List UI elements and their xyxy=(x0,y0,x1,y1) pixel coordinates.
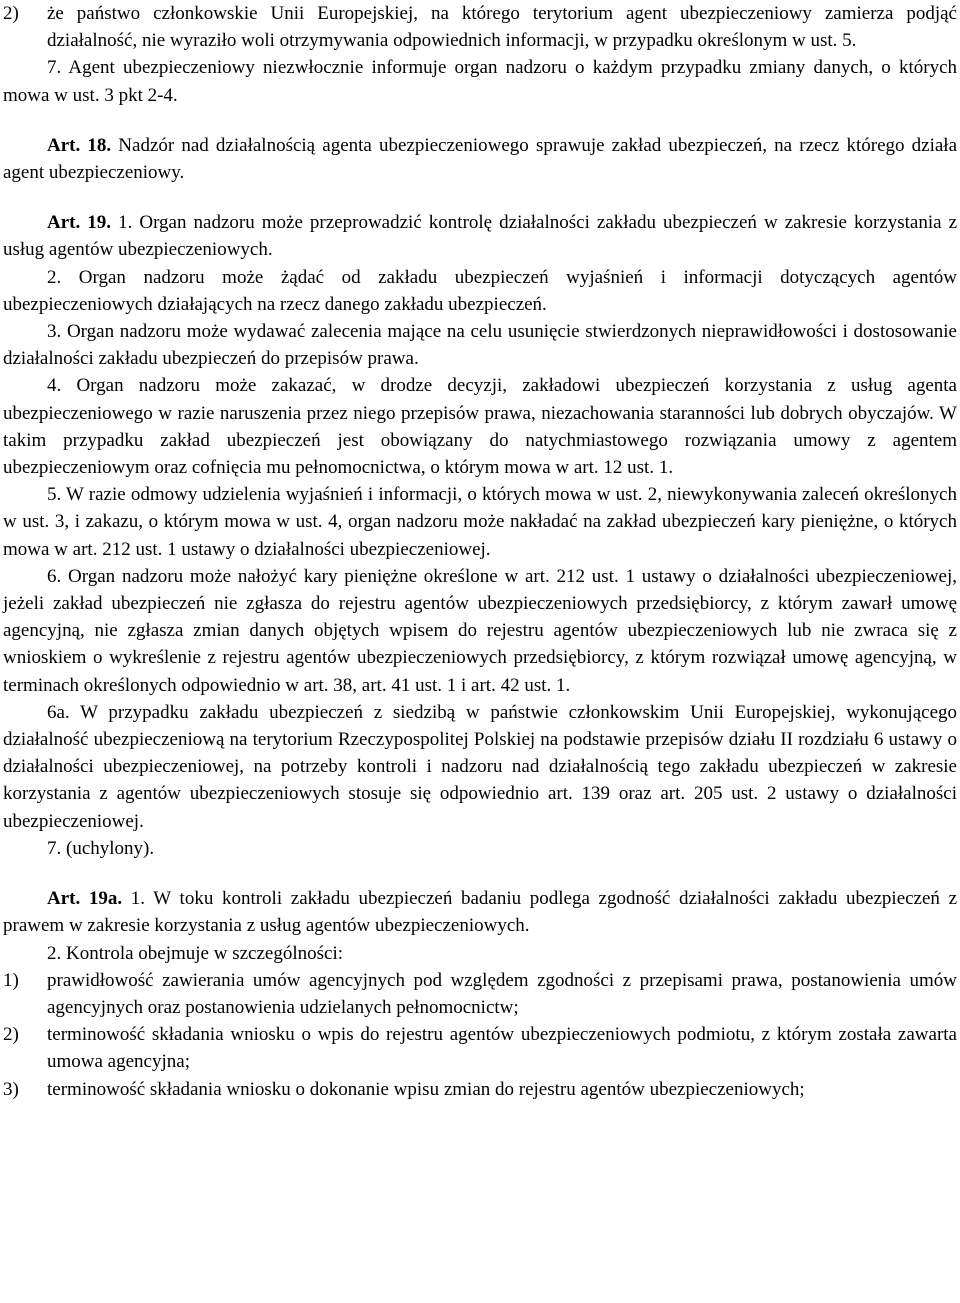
article-18 xyxy=(3,132,957,186)
article-19a-paragraph-2: 2. Kontrola obejmuje w szczególności: xyxy=(47,942,344,964)
article-19-paragraph-6: 6. Organ nadzoru może nałożyć kary pieniężne określone w art. 212 ust. 1 ustawy o działalności ubezpieczeniowej, jeżeli zakład ubezpieczeń nie zgłasza do rejestru agentów ubezpieczeniowych przedsiębiorcy, z którym zawarł umowę agencyjną, nie zgłasza zmian danych objętych wpisem do rejestru agentów ubezpieczeniowych lub nie zwraca się z wnioskiem o wykreślenie z rejestru agentów ubezpieczeniowych przedsiębiorcy, z którym rozwiązał umowę agencyjną, w terminach określonych odpowiednio w art. 38, art. 41 ust. 1 i art. 42 ust. 1. xyxy=(3,565,957,696)
article-19-paragraph-4: 4. Organ nadzoru może zakazać, w drodze decyzji, zakładowi ubezpieczeń korzystania z usług agenta ubezpieczeniowego w razie naruszenia przez niego przepisów prawa, niezachowania staranności lub dobrych obyczajów. W takim przypadku zakład ubezpieczeń jest obowiązany do natychmiastowego rozwiązania umowy z agentem ubezpieczeniowym oraz cofnięcia mu pełnomocnictwa, o którym mowa w art. 12 ust. 1. xyxy=(3,375,957,479)
list-item xyxy=(3,0,957,54)
list-item xyxy=(3,967,957,1021)
list-item xyxy=(3,1021,957,1075)
article-19-paragraph-6a: 6a. W przypadku zakładu ubezpieczeń z siedzibą w państwie członkowskim Unii Europejskiej, wykonującego działalność ubezpieczeniową na terytorium Rzeczypospolitej Polskiej na podstawie przepisów działu II rozdziału 6 ustawy o działalności ubezpieczeniowej, na potrzeby kontroli i nadzoru nad działalnością tego zakładu ubezpieczeń w zakresie korzystania z agentów ubezpieczeniowych stosuje się odpowiednio art. 139 oraz art. 205 ust. 2 ustawy o działalności ubezpieczeniowej. xyxy=(3,701,957,832)
list-item-number: 2) xyxy=(3,3,19,24)
spacer xyxy=(3,186,957,209)
article-heading: Art. 19a. xyxy=(47,888,123,910)
list-item-text: terminowość składania wniosku o dokonanie wpisu zmian do rejestru agentów ubezpieczeniowych; xyxy=(47,1078,805,1100)
list-item-number: 1) xyxy=(3,969,19,991)
paragraph-text: 1. W toku kontroli zakładu ubezpieczeń badaniu podlega zgodność działalności zakładu ubezpieczeń z prawem w zakresie korzystania z usług agentów ubezpieczeniowych. xyxy=(3,888,957,937)
article-heading: Art. 18. xyxy=(47,134,112,156)
spacer xyxy=(3,862,957,885)
list-item xyxy=(3,1076,957,1103)
article-19-paragraph-2: 2. Organ nadzoru może żądać od zakładu ubezpieczeń wyjaśnień i informacji dotyczących agentów ubezpieczeniowych działających na rzecz danego zakładu ubezpieczeń. xyxy=(3,266,957,315)
list-item-text: że państwo członkowskie Unii Europejskiej, na którego terytorium agent ubezpieczeniowy zamierza podjąć działalność, nie wyraziło woli otrzymywania odpowiednich informacji, w przypadku określonym w ust. 5. xyxy=(47,3,957,52)
spacer xyxy=(3,109,957,132)
article-19-paragraph-1 xyxy=(3,209,957,263)
list-item-text: prawidłowość zawierania umów agencyjnych pod względem zgodności z przepisami prawa, postanowienia umów agencyjnych oraz postanowienia udzielanych pełnomocnictw; xyxy=(47,969,957,1018)
paragraph-7: 7. Agent ubezpieczeniowy niezwłocznie informuje organ nadzoru o każdym przypadku zmiany danych, o których mowa w ust. 3 pkt 2-4. xyxy=(3,57,957,106)
article-text: Nadzór nad działalnością agenta ubezpieczeniowego sprawuje zakład ubezpieczeń, na rzecz którego działa agent ubezpieczeniowy. xyxy=(3,134,958,184)
list-item-number: 2) xyxy=(3,1024,19,1046)
article-19-paragraph-3: 3. Organ nadzoru może wydawać zalecenia mające na celu usunięcie stwierdzonych nieprawidłowości i dostosowanie działalności zakładu ubezpieczeń do przepisów prawa. xyxy=(3,321,957,370)
article-19a-paragraph-1 xyxy=(3,885,957,939)
article-19-paragraph-5: 5. W razie odmowy udzielenia wyjaśnień i informacji, o których mowa w ust. 2, niewykonywania zaleceń określonych w ust. 3, i zakazu, o którym mowa w ust. 4, organ nadzoru może nakładać na zakład ubezpieczeń kary pieniężne, o których mowa w art. 212 ust. 1 ustawy o działalności ubezpieczeniowej. xyxy=(3,484,957,560)
paragraph-text: 1. Organ nadzoru może przeprowadzić kontrolę działalności zakładu ubezpieczeń w zakresie korzystania z usług agentów ubezpieczeniowych. xyxy=(3,212,958,261)
list-item-number: 3) xyxy=(3,1078,19,1100)
list-item-text: terminowość składania wniosku o wpis do rejestru agentów ubezpieczeniowych podmiotu, z którym została zawarta umowa agencyjna; xyxy=(47,1024,957,1073)
article-19-paragraph-7: 7. (uchylony). xyxy=(47,837,155,859)
article-heading: Art. 19. xyxy=(47,212,112,234)
